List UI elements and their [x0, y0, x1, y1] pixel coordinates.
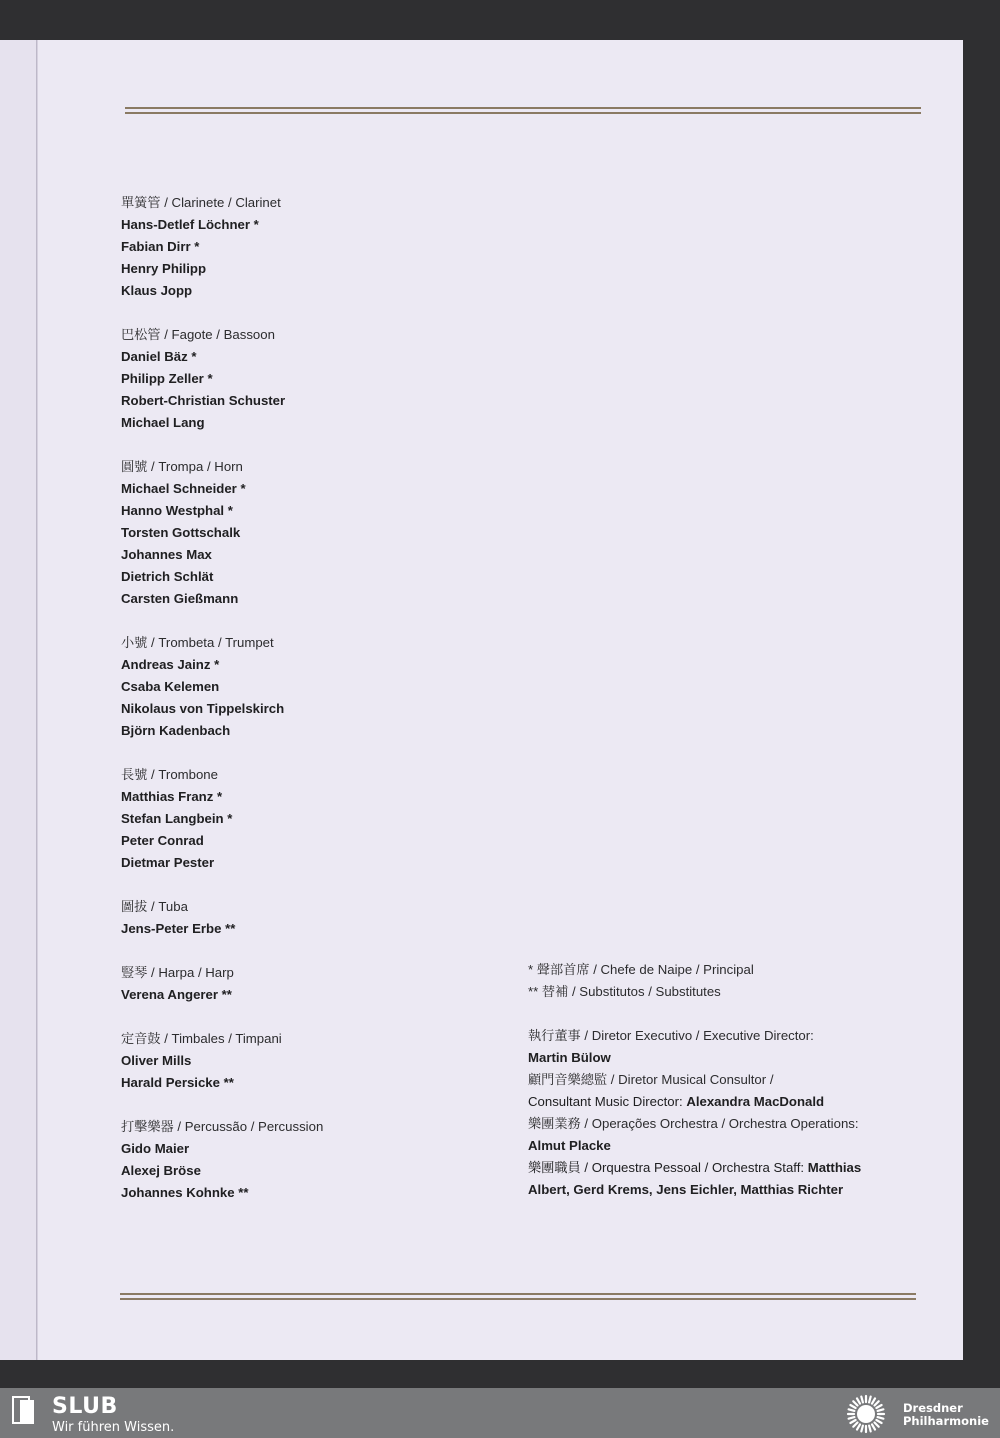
musician-name: Verena Angerer **: [121, 987, 232, 1002]
section-harp: [121, 962, 501, 1006]
operations-name: Almut Placke: [528, 1138, 611, 1153]
musician-name: Nikolaus von Tippelskirch: [121, 701, 285, 716]
section-tuba: [121, 896, 501, 940]
exec-director-name: Martin Bülow: [528, 1050, 611, 1065]
section-bassoon: [121, 324, 501, 434]
consult-director-line: [528, 1091, 908, 1113]
slub-tagline: Wir führen Wissen.: [52, 1420, 175, 1435]
partner-logo-text: [903, 1402, 989, 1428]
orchestra-staff-label: 樂團職員 / Orquestra Pessoal / Orchestra Staff:: [528, 1160, 808, 1175]
orchestra-staff-name-1: Matthias: [807, 1160, 862, 1175]
staff-info: [528, 959, 908, 1201]
musician-name: Andreas Jainz *: [121, 657, 220, 672]
footer-bar: [0, 1388, 1000, 1438]
musician-name: Oliver Mills: [121, 1053, 192, 1068]
musician-name: Carsten Gießmann: [121, 591, 239, 606]
musician-name: Robert-Christian Schuster: [121, 393, 286, 408]
section-trumpet: [121, 632, 501, 742]
musician-name: Johannes Kohnke **: [121, 1185, 249, 1200]
musician-name: Hanno Westphal *: [121, 503, 233, 518]
section-timpani: [121, 1028, 501, 1094]
musician-name: Michael Lang: [121, 415, 205, 430]
legend-principal: * 聲部首席 / Chefe de Naipe / Principal: [528, 962, 754, 977]
musician-name: Henry Philipp: [121, 261, 206, 276]
top-double-rule: [125, 107, 921, 115]
section-horn: [121, 456, 501, 610]
musician-name: Alexej Bröse: [121, 1163, 201, 1178]
section-heading: 打擊樂器 / Percussão / Percussion: [121, 1119, 324, 1134]
musician-name: Johannes Max: [121, 547, 212, 562]
exec-director-label: 執行董事 / Diretor Executivo / Executive Director:: [528, 1028, 814, 1043]
bottom-double-rule: [120, 1293, 916, 1301]
musician-name: Klaus Jopp: [121, 283, 193, 298]
musician-name: Torsten Gottschalk: [121, 525, 241, 540]
musician-name: Daniel Bäz *: [121, 349, 197, 364]
legend-substitutes: ** 替補 / Substitutos / Substitutes: [528, 984, 721, 999]
partner-name-line1: Dresdner: [903, 1401, 963, 1415]
section-heading: 定音鼓 / Timbales / Timpani: [121, 1031, 282, 1046]
musician-name: Stefan Langbein *: [121, 811, 233, 826]
consult-director-name: Alexandra MacDonald: [686, 1094, 825, 1109]
orchestra-staff-line: [528, 1157, 908, 1179]
orchestra-staff-names: Albert, Gerd Krems, Jens Eichler, Matthias Richter: [528, 1182, 844, 1197]
musician-name: Philipp Zeller *: [121, 371, 213, 386]
partner-name-line2: Philharmonie: [903, 1414, 989, 1428]
musician-name: Hans-Detlef Löchner *: [121, 217, 259, 232]
slub-logo-text: SLUB: [52, 1394, 118, 1419]
slub-logo-icon: [12, 1396, 36, 1424]
musician-name: Dietrich Schlät: [121, 569, 214, 584]
operations-label: 樂團業務 / Operações Orchestra / Orchestra Operations:: [528, 1116, 859, 1131]
musician-name: Björn Kadenbach: [121, 723, 231, 738]
section-heading: 單簧管 / Clarinete / Clarinet: [121, 195, 281, 210]
section-heading: 小號 / Trombeta / Trumpet: [121, 635, 274, 650]
section-heading: 巴松管 / Fagote / Bassoon: [121, 327, 275, 342]
section-heading: 圖拔 / Tuba: [121, 899, 188, 914]
consult-director-label-2: Consultant Music Director:: [528, 1094, 687, 1109]
musician-list: [121, 192, 501, 1226]
document-page: [37, 40, 963, 1360]
section-heading: 豎琴 / Harpa / Harp: [121, 965, 234, 980]
consult-director-label: 顧門音樂總監 / Diretor Musical Consultor /: [528, 1072, 774, 1087]
section-heading: 圓號 / Trompa / Horn: [121, 459, 243, 474]
section-heading: 長號 / Trombone: [121, 767, 218, 782]
musician-name: Csaba Kelemen: [121, 679, 220, 694]
sunburst-logo-icon: [844, 1394, 888, 1434]
musician-name: Peter Conrad: [121, 833, 204, 848]
musician-name: Harald Persicke **: [121, 1075, 234, 1090]
musician-name: Michael Schneider *: [121, 481, 246, 496]
facing-page-edge: [0, 40, 37, 1360]
section-trombone: [121, 764, 501, 874]
section-percussion: [121, 1116, 501, 1204]
section-clarinet: [121, 192, 501, 302]
musician-name: Dietmar Pester: [121, 855, 215, 870]
musician-name: Fabian Dirr *: [121, 239, 200, 254]
musician-name: Gido Maier: [121, 1141, 190, 1156]
musician-name: Jens-Peter Erbe **: [121, 921, 236, 936]
musician-name: Matthias Franz *: [121, 789, 223, 804]
